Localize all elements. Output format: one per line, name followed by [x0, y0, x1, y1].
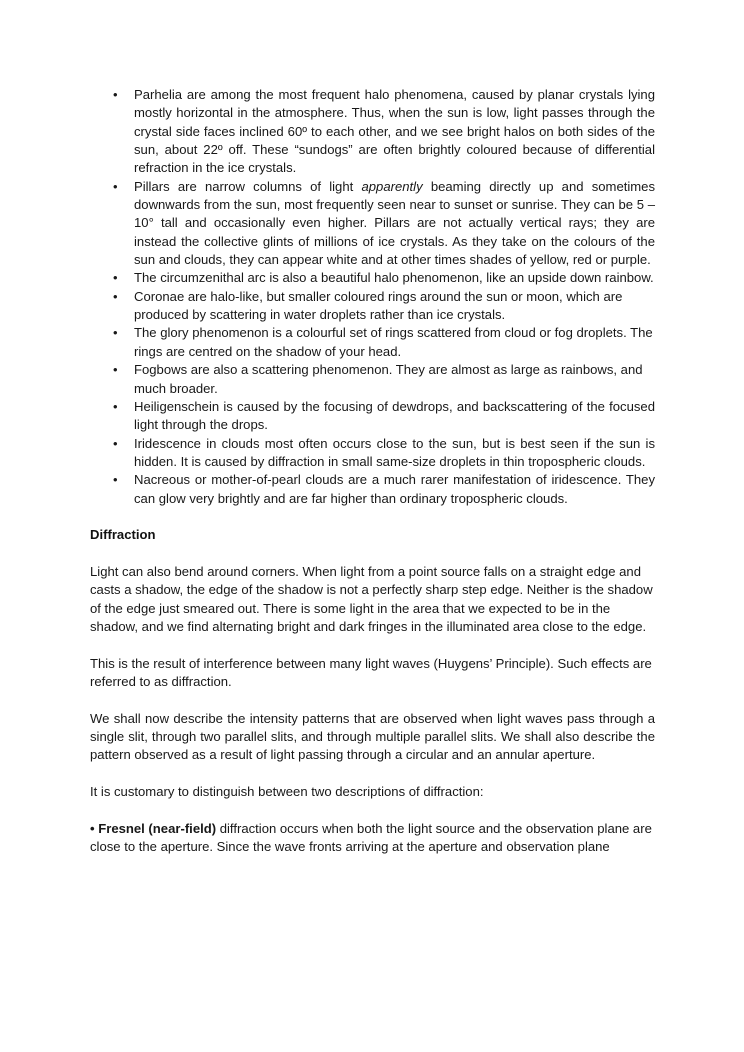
- list-item-text: The circumzenithal arc is also a beautiful halo phenomenon, like an upside down rainbow.: [134, 270, 654, 286]
- section-heading-diffraction: Diffraction: [90, 527, 156, 543]
- list-item-text: Nacreous or mother-of-pearl clouds are a much rarer manifestation of iridescence. They can glow very brightly and are far higher than ordinary tropospheric clouds.: [134, 472, 655, 506]
- list-item-fogbows: [90, 361, 655, 398]
- spacer-4: [90, 801, 655, 819]
- paragraph-two-descriptions: It is customary to distinguish between two descriptions of diffraction:: [90, 784, 484, 800]
- list-item-text: Fogbows are also a scattering phenomenon. They are almost as large as rainbows, and much broader.: [134, 362, 643, 396]
- list-item-coronae: [90, 288, 655, 325]
- paragraph-intensity-patterns: We shall now describe the intensity patterns that are observed when light waves pass through a single slit, through two parallel slits, and through multiple parallel slits. We shall also describe the pattern observed as a result of light passing through a circular and an annular aperture.: [90, 710, 655, 763]
- fresnel-description: diffraction occurs when both the light source and the observation plane are close to the aperture. Since the wave fronts arriving at the aperture and observation plane: [90, 820, 652, 855]
- list-item-text: The glory phenomenon is a colourful set of rings scattered from cloud or fog droplets. The rings are centred on the shadow of your head.: [134, 325, 653, 359]
- list-item-text: Iridescence in clouds most often occurs close to the sun, but is best seen if the sun is hidden. It is caused by diffraction in small same-size droplets in thin tropospheric clouds.: [134, 435, 655, 469]
- list-item-heiligenschein: [90, 398, 655, 435]
- list-item-nacreous: [90, 471, 655, 508]
- list-item-glory: [90, 324, 655, 361]
- paragraph-huygens-principle: This is the result of interference between many light waves (Huygens’ Principle). Such effects are referred to as diffraction.: [90, 655, 652, 689]
- list-item-text: Coronae are halo-like, but smaller coloured rings around the sun or moon, which are produced by scattering in water droplets rather than ice crystals.: [134, 288, 623, 323]
- paragraph-fresnel-near-field: [90, 820, 655, 857]
- spacer-before-heading: [90, 508, 655, 526]
- list-item-pillars: [90, 178, 655, 270]
- list-item-text-part1: Pillars are narrow columns of light: [134, 178, 362, 194]
- spacer-3: [90, 765, 655, 783]
- list-item-text: Heiligenschein is caused by the focusing of dewdrops, and backscattering of the focused light through the drops.: [134, 398, 655, 433]
- list-item-parhelia: [90, 86, 655, 178]
- spacer-2: [90, 691, 655, 709]
- spacer-1: [90, 636, 655, 654]
- list-item-text: Parhelia are among the most frequent halo phenomena, caused by planar crystals lying mostly horizontal in the atmosphere. Thus, when the sun is low, light passes through the crystal side faces inclined 60º to each other, and we see bright halos on both sides of the sun, about 22º off. These “sundogs” are often brightly coloured because of differential refraction in the ice crystals.: [134, 87, 655, 176]
- fresnel-label: • Fresnel (near-field): [90, 820, 217, 836]
- paragraph-bending-around-corners: Light can also bend around corners. When light from a point source falls on a straight edge and casts a shadow, the edge of the shadow is not a perfectly sharp step edge. Neither is the shadow of the edge just smeared out. There is some light in the area that we expected to be in the shadow, and we find alternating bright and dark fringes in the illuminated area close to the edge.: [90, 563, 653, 634]
- emphasis-apparently: apparently: [361, 178, 423, 194]
- list-item-iridescence: [90, 435, 655, 472]
- list-item-circumzenithal-arc: [90, 269, 655, 287]
- page-content: [90, 86, 655, 856]
- list-item-text-part2: beaming directly up and sometimes downwards from the sun, most frequently seen near to sunset or sunrise. They can be 5 – 10° tall and occasionally even higher. Pillars are not actually vertical rays; they are instead the collective glints of millions of ice crystals. As they take on the colours of the sun and clouds, they can appear white and at other times shades of yellow, red or purple.: [134, 178, 656, 268]
- halo-phenomena-bullet-list: [90, 86, 655, 508]
- spacer-after-heading: [90, 545, 655, 563]
